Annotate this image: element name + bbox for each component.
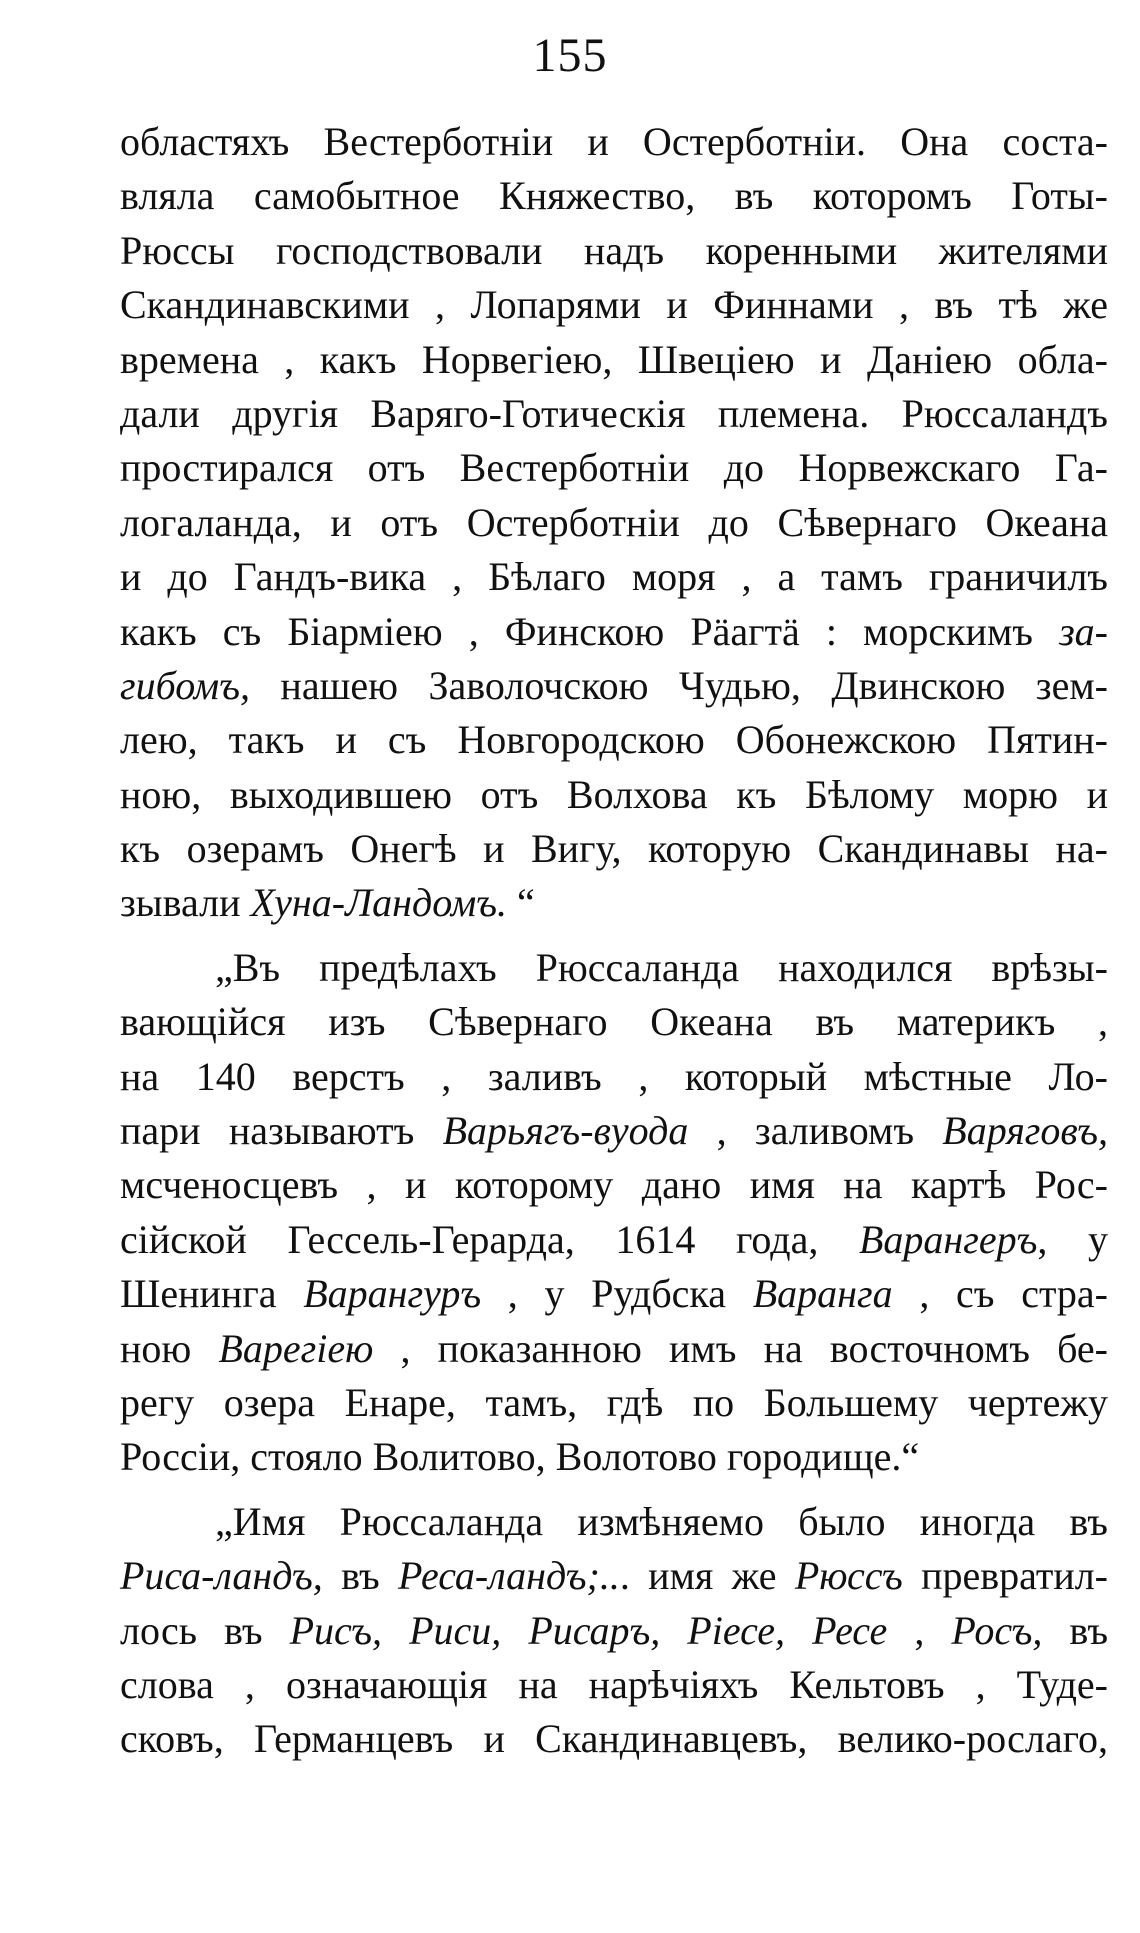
text-line [120,1267,1108,1321]
italic-text: Рюссъ [794,1553,903,1599]
text-segment: вающійся изъ Сѣвернаго Океана въ материкъ , [120,999,1108,1045]
text-line [120,605,1108,659]
text-segment: „Имя Рюссаланда измѣняемо было иногда въ [215,1498,1108,1544]
text-segment: къ озерамъ Онегѣ и Вигу, которую Скандинавы на- [120,826,1108,872]
text-segment: “ [507,880,535,926]
text-line [120,1104,1108,1158]
text-segment: слова , означающія на нарѣчіяхъ Кельтовъ , Туде- [120,1661,1108,1707]
text-segment: зывали [120,880,251,926]
text-segment: лею, такъ и съ Новгородскою Обонежскою Пятин- [120,717,1108,763]
text-line [120,115,1108,169]
text-line [120,278,1108,332]
text-line [120,1430,1108,1484]
italic-text: Варегіею [218,1325,374,1371]
text-line [120,995,1108,1049]
text-segment: на 140 верстъ , заливъ , который мѣстные Ло- [120,1053,1108,1099]
text-segment: Рюссы господствовали надъ коренными жителями [120,227,1108,273]
text-line [120,768,1108,822]
text-segment: Скандинавскими , Лопарями и Финнами , въ тѣ же [120,282,1108,328]
italic-text: Варяговъ, [942,1108,1108,1154]
italic-text: Реса-ландъ;.. [398,1553,620,1599]
italic-text: гибомъ, [120,662,250,708]
italic-text: Варьягъ-вуода [442,1108,689,1154]
text-line [120,1322,1108,1376]
text-line [120,1549,1108,1603]
text-line [120,496,1108,550]
italic-text: Рисъ, Риси, Рисаръ, Ріесе, Ресе [289,1607,888,1653]
text-segment: . имя же [619,1553,795,1599]
body-text [120,115,1108,1767]
italic-text: Росъ, [951,1607,1043,1653]
text-line [120,333,1108,387]
text-line [120,1604,1108,1658]
text-segment: превратил- [902,1553,1109,1599]
text-segment: , у [1037,1216,1108,1262]
text-segment: логаланда, и отъ Остерботніи до Сѣвернаго Океана [120,499,1108,545]
text-line [120,822,1108,876]
text-line [120,1050,1108,1104]
text-line [120,941,1108,995]
text-line [120,713,1108,767]
text-line [120,1158,1108,1212]
page-number: 155 [532,29,608,82]
paragraph-gap [120,1485,1108,1495]
text-segment: „Въ предѣлахъ Рюссаланда находился врѣзы- [215,944,1108,990]
text-segment: Россіи, стояло Волитово, Волотово городище.“ [120,1434,920,1480]
text-line [120,1712,1108,1766]
text-segment: вляла самобытное Княжество, въ которомъ Готы- [120,173,1108,219]
italic-text: за- [1059,608,1108,654]
text-segment: , показанною имъ на восточномъ бе- [373,1325,1108,1371]
text-segment: , [887,1607,952,1653]
italic-text: Хуна-Ландомъ. [250,880,507,926]
text-line [120,1213,1108,1267]
italic-text: Варангуръ [303,1271,482,1317]
text-segment: нашею Заволочскою Чудью, Двинскою зем- [249,662,1108,708]
text-line [120,659,1108,713]
text-segment: , заливомъ [688,1108,943,1154]
text-segment: простирался отъ Вестерботніи до Норвежскаго Га- [120,445,1108,491]
text-line [120,1376,1108,1430]
text-line [120,876,1108,930]
text-segment: ною [120,1325,219,1371]
text-segment: регу озера Енаре, тамъ, гдѣ по Большему чертежу [120,1379,1108,1425]
text-line [120,387,1108,441]
text-segment: областяхъ Вестерботніи и Остерботніи. Она соста- [120,119,1108,164]
text-segment: и до Гандъ-вика , Бѣлаго моря , а тамъ граничилъ [120,554,1108,600]
paragraph-gap [120,931,1108,941]
text-segment: въ [1042,1607,1108,1653]
text-segment: въ [322,1553,398,1599]
text-line [120,441,1108,495]
text-line [120,550,1108,604]
text-segment: ною, выходившею отъ Волхова къ Бѣлому морю и [120,771,1108,817]
text-segment: лось въ [120,1607,290,1653]
text-line [120,224,1108,278]
text-line [120,169,1108,223]
text-segment: пари называютъ [120,1108,443,1154]
text-segment: , у Рудбска [481,1271,753,1317]
text-segment: какъ съ Біармiею , Финскою Рäагтä : морскимъ [120,608,1060,654]
italic-text: Варанга [752,1271,893,1317]
text-line [120,1495,1108,1549]
text-segment: сковъ, Германцевъ и Скандинавцевъ, велико-рослаго, [120,1716,1108,1762]
text-segment: Шенинга [120,1271,304,1317]
text-segment: сійской Гессель-Герарда, 1614 года, [120,1216,859,1262]
text-segment: мсченосцевъ , и которому дано имя на картѣ Рос- [120,1162,1108,1208]
text-segment: , съ стра- [892,1271,1108,1317]
italic-text: Риса-ландъ, [120,1553,323,1599]
italic-text: Варангеръ [858,1216,1038,1262]
text-segment: дали другія Варяго-Готическія племена. Рюссаландъ [120,390,1108,436]
text-line [120,1658,1108,1712]
text-segment: времена , какъ Норвегіею, Швеціею и Даніею обла- [120,336,1108,382]
